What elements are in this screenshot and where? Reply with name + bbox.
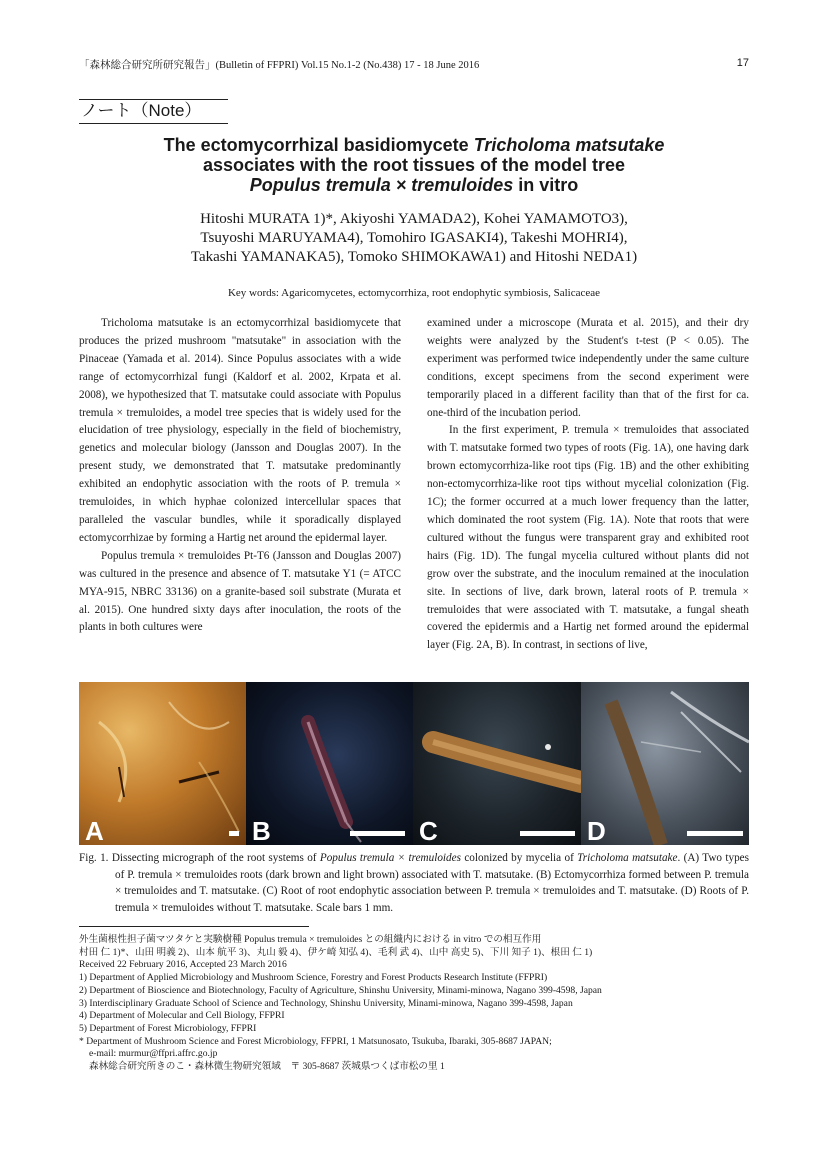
body-column-right (427, 315, 749, 655)
authors-line-2: Tsuyoshi MARUYAMA4), Tomohiro IGASAKI4), Takeshi MOHRI4), (200, 230, 628, 246)
footnote-corresponding: * Department of Mushroom Science and Forest Microbiology, FFPRI, 1 Matsunosato, Tsukuba, Ibaraki, 305-8687 JAPAN; (79, 1035, 552, 1047)
title-line-1: The ectomycorrhizal basidiomycete Tricholoma matsutake (163, 135, 665, 155)
caption-species-2: Tricholoma matsutake (577, 852, 678, 864)
authors-line-3: Takashi YAMANAKA5), Tomoko SHIMOKAWA1) and Hitoshi NEDA1) (190, 249, 638, 265)
paragraph-results: In the first experiment, P. tremula × tremuloides that associated with T. matsutake formed two types of roots (Fig. 1A), one having dark brown ectomycorrhiza-like root tips (Fig. 1B) and the other exhibiting non-ectomycorrhiza-like root tips without mycelial colonization (Fig. 1C); the former occurred at a much lower frequency than the latter, which dominated the root system (Fig. 1A). Note that roots that were cultured without the fungus were transparent gray and exhibited root hairs (Fig. 1D). The fungal mycelia cultured without plants did not grow over the substrate, and the inoculum remained at the inoculation site. In sections of live, dark brown, lateral roots of P. tremula × tremuloides that were associated with T. matsutake, a fungal sheath covered the epidermis and a Hartig net formed around the epidermal layer (Fig. 2A, B). In contrast, in sections of live, (427, 424, 749, 652)
footnote-affiliation-3: 3) Interdisciplinary Graduate School of Science and Technology, Shinshu University, Minami-minowa, Nagano 399-4598, Japan (79, 997, 573, 1009)
panel-letter-d: D (587, 816, 606, 845)
caption-rest: . (A) Two types of P. tremula × tremuloides roots (dark brown and light brown) associated with T. matsutake. (B) Ectomycorrhiza formed between P. tremula × tremuloides and T. matsutake. (C) Root of root endophytic association between P. tremula × tremuloides and T. matsutake. (D) Roots of P. tremula × tremuloides without T. matsutake. Scale bars 1 mm. (115, 852, 750, 914)
footnote-received: Received 22 February 2016, Accepted 23 March 2016 (79, 959, 287, 971)
article-title (79, 135, 749, 195)
caption-species-1: Populus tremula × tremuloides (319, 852, 461, 864)
body-column-left (79, 315, 401, 637)
micrograph-panel-b (246, 682, 413, 845)
journal-citation: 「森林総合研究所研究報告」(Bulletin of FFPRI) Vol.15 No.1-2 (No.438) 17 - 18 June 2016 (79, 60, 480, 71)
root-drawing-d (581, 682, 749, 845)
paragraph-methods-cont: examined under a microscope (Murata et al. 2015), and their dry weights were analyzed by the Student's t-test (P < 0.05). The experiment was performed twice independently under the same culture conditions, except specimens from the second experiment were temporarily placed in a different facility than that of the first for ca. one-third of the incubation period. (427, 317, 749, 419)
scale-bar-d (687, 831, 743, 836)
scale-bar-c (520, 831, 575, 836)
root-drawing-b (246, 682, 413, 845)
footnote-jp-authors: 村田 仁 1)*、山田 明義 2)、山本 航平 3)、丸山 毅 4)、伊ケ崎 知弘 4)、毛利 武 4)、山中 高史 5)、下川 知子 1)、根田 仁 1) (79, 946, 593, 958)
caption-label: Fig. 1. Dissecting micrograph of the root systems of (79, 852, 317, 864)
footnote-jp-address: 森林総合研究所きのこ・森林微生物研究領域 〒 305-8687 茨城県つくば市松の里 1 (89, 1061, 445, 1073)
figure-caption: Fig. 1. Dissecting micrograph of the root systems of Populus tremula × tremuloides colonized by mycelia of Tricholoma matsutake. (A) Two types of P. tremula × tremuloides roots (dark brown and light brown) associated with T. matsutake. (B) Ectomycorrhiza formed between P. tremula × tremuloides and T. matsutake. (C) Root of root endophytic association between P. tremula × tremuloides and T. matsutake. (D) Roots of P. tremula × tremuloides without T. matsutake. Scale bars 1 mm. (79, 852, 750, 914)
scale-bar-b (350, 831, 405, 836)
root-drawing-c (413, 682, 581, 845)
panel-letter-c: C (419, 816, 438, 845)
footnote-email[interactable]: e-mail: murmur@ffpri.affrc.go.jp (89, 1048, 218, 1060)
footnote-affiliation-2: 2) Department of Bioscience and Biotechnology, Faculty of Agriculture, Shinshu University, Minami-minowa, Nagano 399-4598, Japan (79, 984, 602, 996)
running-header (79, 57, 749, 72)
footnote-affiliation-5: 5) Department of Forest Microbiology, FFPRI (79, 1022, 257, 1034)
footnote-affiliation-4: 4) Department of Molecular and Cell Biology, FFPRI (79, 1010, 285, 1022)
micrograph-panel-d (581, 682, 749, 845)
footnotes (79, 934, 749, 1074)
paragraph-methods: Populus tremula × tremuloides Pt-T6 (Jansson and Douglas 2007) was cultured in the presence and absence of T. matsutake Y1 (= ATCC MYA-915, NBRC 33136) on a granite-based soil substrate (Murata et al. 2015). One hundred sixty days after inoculation, the roots of the plants in both cultures were (79, 549, 401, 634)
footnote-jp-title: 外生菌根性担子菌マツタケと実験樹種 Populus tremula × tremuloides との組織内における in vitro での相互作用 (79, 934, 542, 945)
panel-letter-b: B (252, 816, 271, 845)
keywords: Key words: Agaricomycetes, ectomycorrhiza, root endophytic symbiosis, Salicaceae (227, 287, 601, 299)
root-drawing-a (79, 682, 246, 845)
footnote-rule (79, 926, 309, 927)
footnote-affiliation-1: 1) Department of Applied Microbiology and Mushroom Science, Forestry and Forest Products Research Institute (FFPRI) (79, 972, 548, 984)
micrograph-panel-a (79, 682, 246, 845)
page-number: 17 (736, 57, 749, 69)
figure-1 (79, 682, 749, 845)
scale-bar-a (229, 831, 239, 836)
panel-letter-a: A (85, 816, 104, 845)
title-line-3: Populus tremula × tremuloides in vitro (249, 175, 579, 195)
authors-line-1: Hitoshi MURATA 1)*, Akiyoshi YAMADA2), Kohei YAMAMOTO3), (200, 211, 628, 227)
author-list (79, 210, 749, 267)
section-label: ノート（Note） (79, 99, 228, 124)
title-line-2: associates with the root tissues of the model tree (202, 155, 626, 175)
paragraph-intro: Tricholoma matsutake is an ectomycorrhizal basidiomycete that produces the prized mushroom "matsutake" in association with the Pinaceae (Yamada et al. 2014). Since Populus associates with a wide range of ectomycorrhizal fungi (Kaldorf et al. 2002, Krpata et al. 2008), we hypothesized that T. matsutake could associate with Populus tremula × tremuloides, a model tree species that is widely used for the elucidation of tree physiology, especially in the field of biochemistry, genetics and molecular biology (Jansson and Douglas 2007). In the present study, we demonstrated that T. matsutake predominantly exhibited an endophytic association with the roots of P. tremula × tremuloides, in which hyphae colonized intercellular spaces that paralleled the vascular bundles, while it sporadically displayed ectomycorrhizae by forming a Hartig net around the epidermal layer. (79, 317, 401, 544)
micrograph-panel-c (413, 682, 581, 845)
